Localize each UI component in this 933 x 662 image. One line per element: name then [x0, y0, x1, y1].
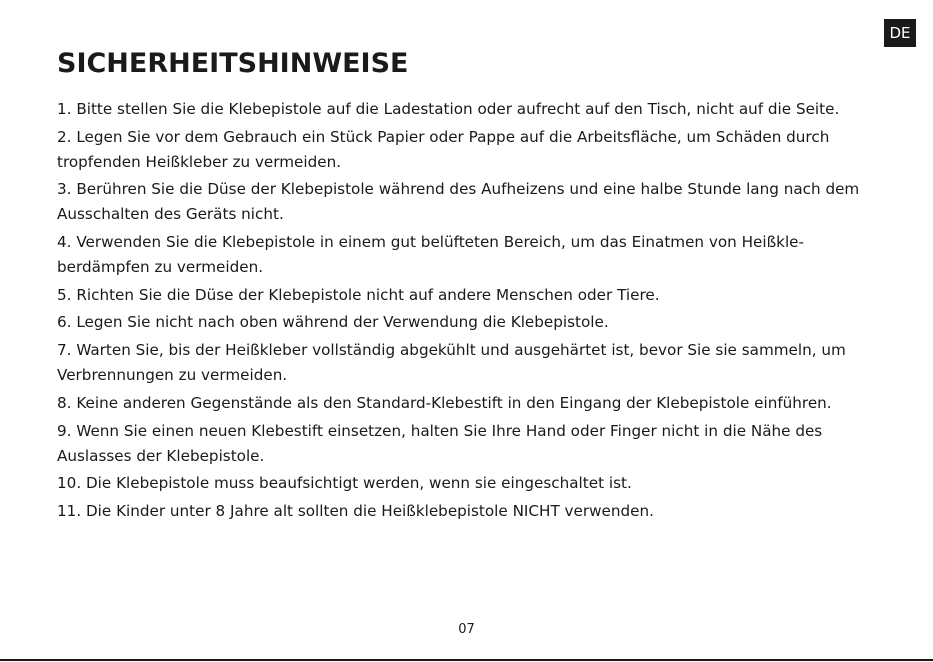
- list-item: 9. Wenn Sie einen neuen Klebestift einsetzen, halten Sie Ihre Hand oder Finger nicht in die Nähe des Auslasses der Klebepistole.: [57, 421, 823, 465]
- list-item: 6. Legen Sie nicht nach oben während der Verwendung die Klebepistole.: [57, 313, 609, 332]
- list-item: 3. Berühren Sie die Düse der Klebepistole während des Aufheizens und eine halbe Stunde lang nach dem Ausschalten des Geräts nicht.: [57, 180, 860, 224]
- list-item: 11. Die Kinder unter 8 Jahre alt sollten die Heißklebepistole NICHT verwenden.: [57, 501, 654, 520]
- page-title: SICHERHEITSHINWEISE: [57, 48, 409, 79]
- list-item: 7. Warten Sie, bis der Heißkleber vollständig abgekühlt und ausgehärtet ist, bevor Sie sie sammeln, um Verbrennungen zu vermeiden.: [57, 341, 846, 385]
- list-item: 2. Legen Sie vor dem Gebrauch ein Stück Papier oder Pappe auf die Arbeitsfläche, um Schäden durch tropfenden Heißkleber zu vermeiden.: [57, 127, 830, 171]
- list-item: 5. Richten Sie die Düse der Klebepistole nicht auf andere Menschen oder Tiere.: [57, 285, 660, 304]
- list-item: 1. Bitte stellen Sie die Klebepistole auf die Ladestation oder aufrecht auf den Tisch, nicht auf die Seite.: [57, 100, 840, 118]
- list-item: 10. Die Klebepistole muss beaufsichtigt werden, wenn sie eingeschaltet ist.: [57, 474, 632, 493]
- safety-instructions-list: [57, 97, 875, 527]
- list-item: 8. Keine anderen Gegenstände als den Standard-Klebestift in den Eingang der Klebepistole einführen.: [57, 393, 832, 412]
- language-badge: DE: [884, 19, 916, 47]
- list-item: 4. Verwenden Sie die Klebepistole in einem gut belüfteten Bereich, um das Einatmen von Heißkle-berdämpfen zu vermeiden.: [57, 233, 804, 277]
- bottom-divider: [0, 659, 933, 661]
- page-number: 07: [458, 622, 475, 637]
